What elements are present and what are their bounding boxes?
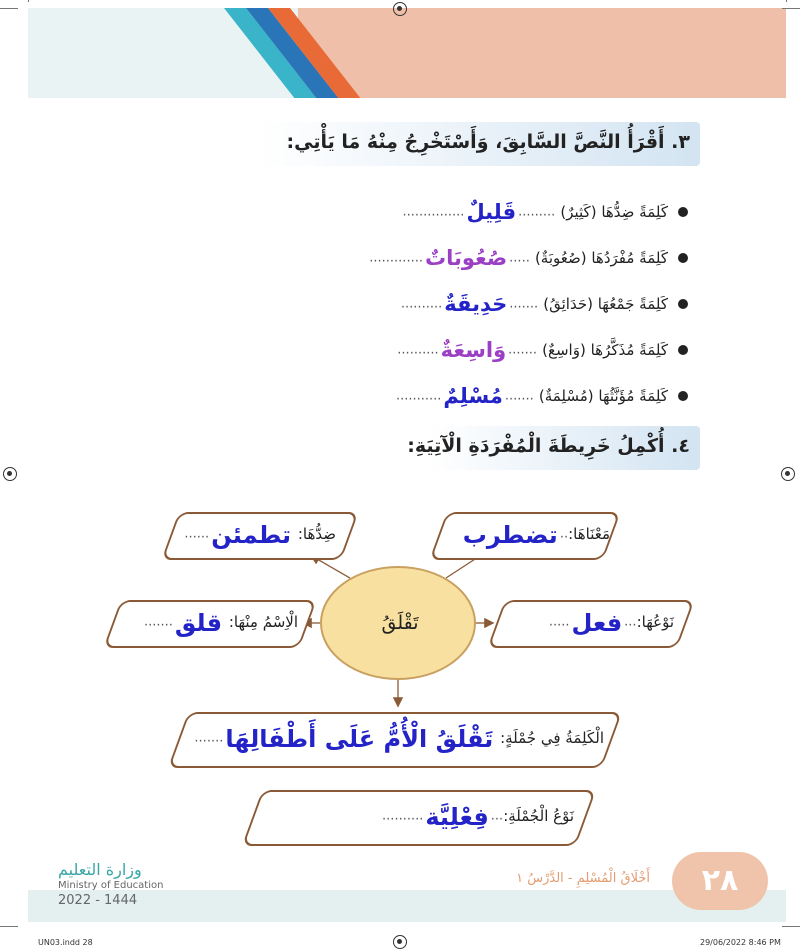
dotted-line: ....... [194,730,224,746]
type-answer[interactable]: فعل [571,608,623,637]
sentence-answer[interactable]: تَقْلَقُ الْأُمُّ عَلَى أَطْفَالِهَا [225,724,494,753]
lesson-title: أَخْلَاقُ الْمُسْلِمِ - الدَّرْسُ ١ [516,871,650,886]
center-word: تَقْلَقُ [381,612,419,634]
sentence-type-answer[interactable]: فِعْلِيَّة [425,802,489,831]
row-answer[interactable]: مُسْلِمٌ [443,384,503,408]
row-prompt: كَلِمَةً مُفْرَدُهَا (صُعُوبَةٌ) [534,249,668,267]
row-answer[interactable]: قَلِيلٌ [466,200,517,224]
question-4-label: ٤. أُكْمِلُ خَرِيطَةَ الْمُفْرَدَةِ الْآتِيَةِ: [407,435,690,457]
row-prompt: كَلِمَةً مُؤَنَّثُهَا (مُسْلِمَةٌ) [538,387,668,405]
row-prompt: كَلِمَةً مُذَكَّرُهَا (وَاسِعٌ) [542,341,668,359]
dotted-line: ....... [143,614,173,630]
dotted-line: .......... [382,808,424,824]
opposite-label: ضِدُّهَا: [297,525,336,543]
sentence-type-label: نَوْعُ الْجُمْلَةِ: [503,807,574,825]
dotted-line: ... [624,614,637,630]
year-label: 2022 - 1444 [58,893,138,908]
dotted-line: ............. [369,250,423,266]
noun-answer[interactable]: قلق [174,608,223,637]
dotted-line: ....... [509,296,539,312]
dotted-line: ....... [508,342,538,358]
dotted-line: .. [559,526,569,542]
dotted-line: .......... [397,342,439,358]
map-node-opposite-text [184,512,336,556]
ministry-logo-english: Ministry of Education [58,880,164,891]
row-prompt: كَلِمَةً جَمْعُهَا (حَدَائِقُ) [543,295,668,313]
map-node-type-text [549,600,674,644]
question-3-label: ٣. أَقْرَأُ النَّصَّ السَّابِقَ، وَأَسْتَخْرِجُ مِنْهُ مَا يَأْتِي: [286,131,690,153]
row-answer[interactable]: حَدِيقَةٌ [444,292,508,316]
page-number-badge [672,852,768,910]
dotted-line: .......... [400,296,443,312]
file-name: UN03.indd 28 [38,938,93,947]
dotted-line: ... [490,808,504,824]
noun-label: الْاِسْمُ مِنْهَا: [228,613,298,631]
dotted-line: ............... [402,204,465,220]
dotted-line: ...... [184,526,210,542]
dotted-line: ....... [504,388,534,404]
dotted-line: ..... [548,614,570,630]
map-node-sentence-type-text [382,794,574,838]
map-node-noun-text [144,600,298,644]
row-answer[interactable]: وَاسِعَةٌ [440,338,507,362]
dotted-line: ........... [395,388,442,404]
ministry-logo-arabic: وزارة التعليم [58,860,142,879]
dotted-line: ......... [518,204,556,220]
meaning-label: مَعْنَاهَا: [568,525,610,543]
page-number: ٢٨ [701,863,739,898]
map-node-sentence-text [194,716,604,760]
row-prompt: كَلِمَةً ضِدُّهَا (كَثِيرٌ) [560,203,668,221]
sentence-label: الْكَلِمَةُ فِي جُمْلَةٍ: [500,729,604,747]
timestamp: 29/06/2022 8:46 PM [700,938,781,947]
row-answer[interactable]: صُعُوبَاتٌ [424,246,508,270]
opposite-answer[interactable]: تطمئن [211,520,292,549]
meaning-answer[interactable]: تضطرب [462,520,558,549]
dotted-line: ..... [509,250,530,266]
map-center-circle [320,566,476,680]
type-label: نَوْعُهَا: [636,613,674,631]
map-node-meaning-text [461,512,610,556]
